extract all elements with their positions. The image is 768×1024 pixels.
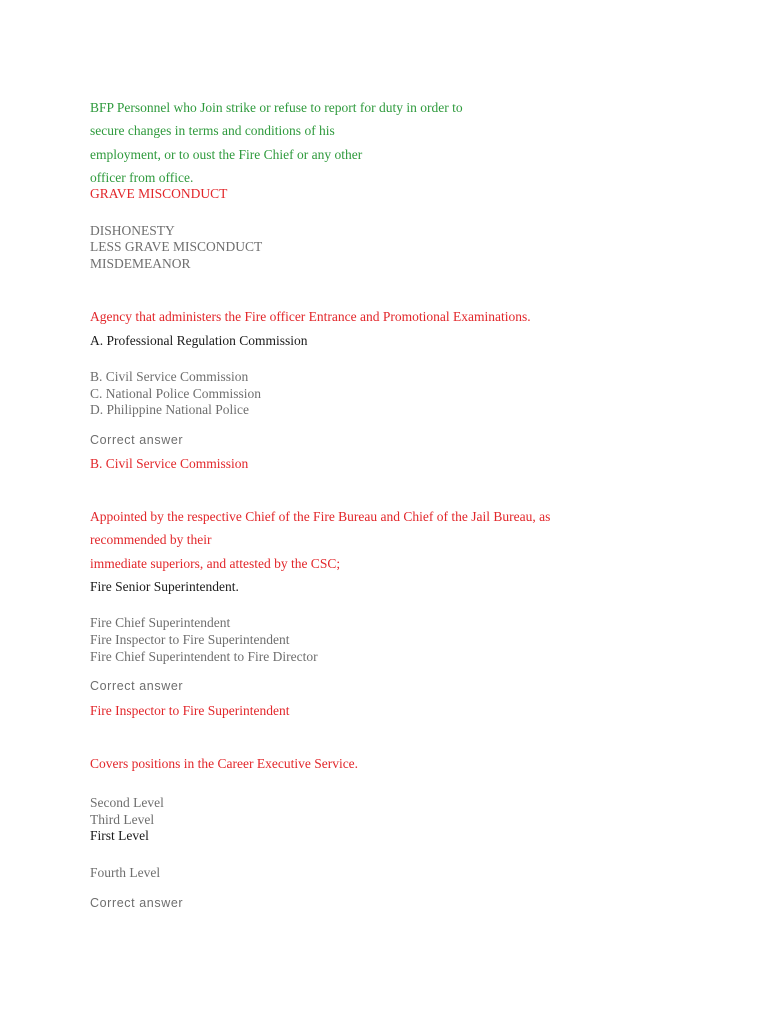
question-2-option-b: B. Civil Service Commission <box>90 369 249 384</box>
question-1-option-1: DISHONESTY <box>90 223 175 238</box>
question-3-correct-answer: Fire Inspector to Fire Superintendent <box>90 703 290 718</box>
question-3-selected-option: Fire Senior Superintendent. <box>90 579 239 594</box>
question-4-option-3: Fourth Level <box>90 865 161 880</box>
question-3-option-2: Fire Inspector to Fire Superintendent <box>90 632 290 647</box>
question-3-text-line-2: recommended by their <box>90 532 212 547</box>
question-4-option-1: Second Level <box>90 795 164 810</box>
question-1-option-3: MISDEMEANOR <box>90 256 191 271</box>
question-1-text-line-3: employment, or to oust the Fire Chief or any other <box>90 147 363 162</box>
question-3-text-line-1: Appointed by the respective Chief of the Fire Bureau and Chief of the Jail Bureau, as <box>90 509 551 524</box>
question-2-option-d: D. Philippine National Police <box>90 402 249 417</box>
question-4-selected-option: First Level <box>90 828 149 843</box>
question-1-text-line-1: BFP Personnel who Join strike or refuse to report for duty in order to <box>90 100 463 115</box>
question-1-text-line-2: secure changes in terms and conditions of his <box>90 123 335 138</box>
question-2-selected-option: A. Professional Regulation Commission <box>90 333 308 348</box>
question-1-highlighted-option: GRAVE MISCONDUCT <box>90 186 228 201</box>
question-2-correct-answer: B. Civil Service Commission <box>90 456 249 471</box>
question-3-text-line-3: immediate superiors, and attested by the CSC; <box>90 556 341 571</box>
question-4-text: Covers positions in the Career Executive Service. <box>90 756 359 771</box>
question-3-correct-label: Correct answer <box>90 679 184 693</box>
question-1-option-2: LESS GRAVE MISCONDUCT <box>90 239 263 254</box>
question-2-text: Agency that administers the Fire officer Entrance and Promotional Examinations. <box>90 309 531 324</box>
question-4-option-2: Third Level <box>90 812 155 827</box>
question-1-text-line-4: officer from office. <box>90 170 194 185</box>
question-2-option-c: C. National Police Commission <box>90 386 261 401</box>
question-3-option-3: Fire Chief Superintendent to Fire Director <box>90 649 318 664</box>
question-2-correct-label: Correct answer <box>90 433 184 447</box>
question-3-option-1: Fire Chief Superintendent <box>90 615 231 630</box>
question-4-correct-label: Correct answer <box>90 896 184 910</box>
